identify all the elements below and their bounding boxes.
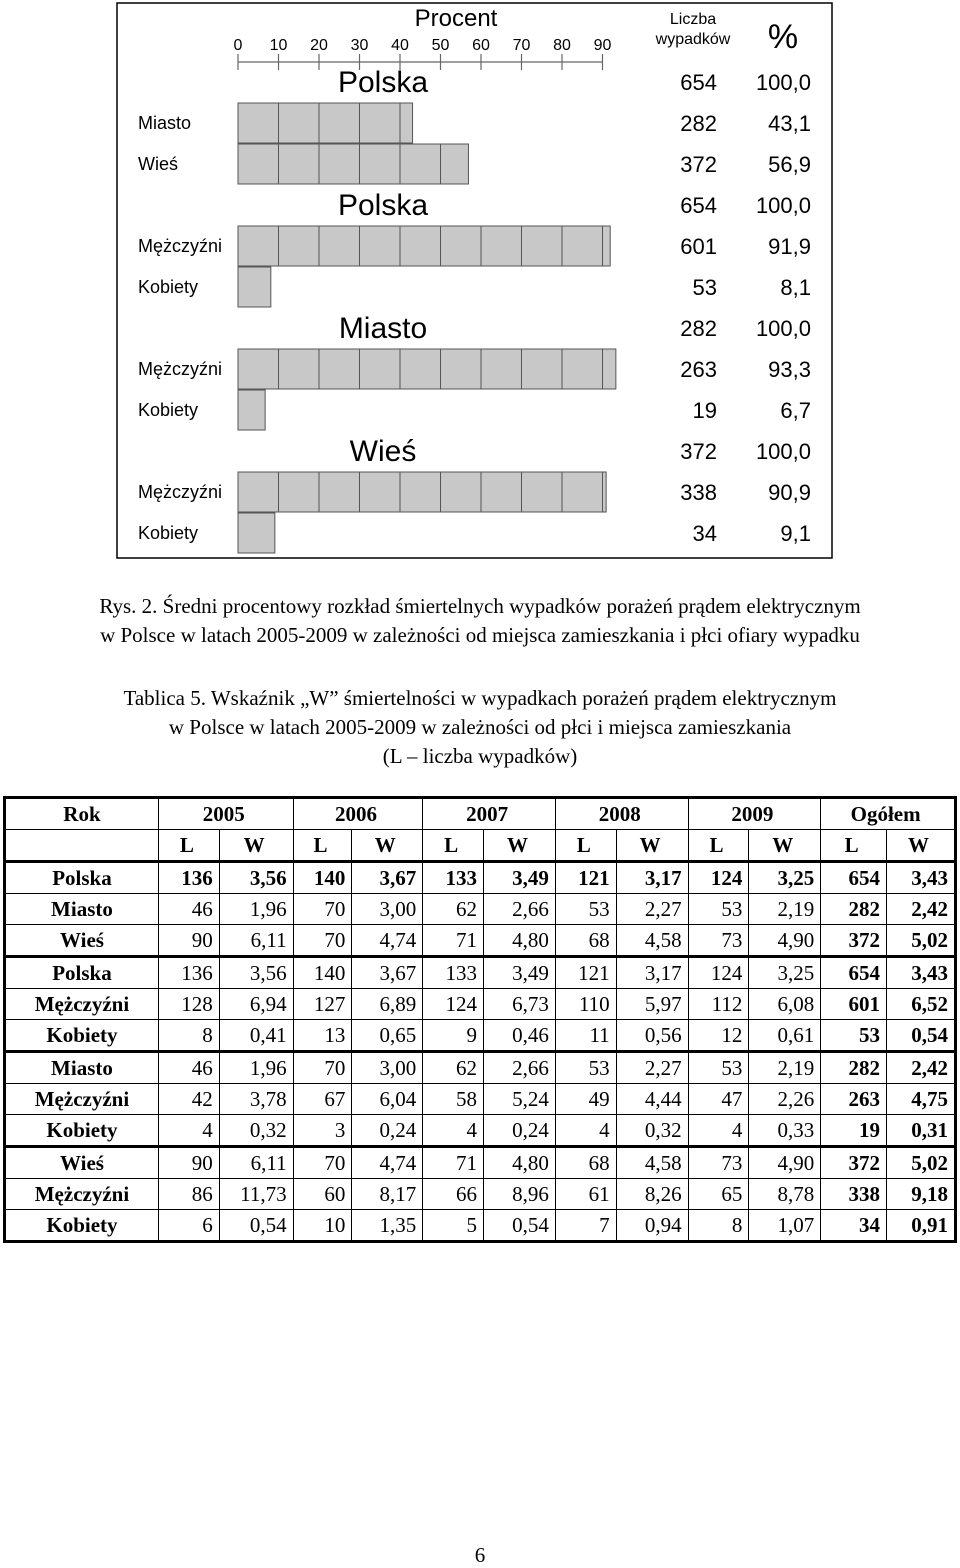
table-cell: 6,52 xyxy=(887,989,956,1020)
row-count: 282 xyxy=(680,111,717,136)
table-cell: 0,65 xyxy=(352,1020,423,1052)
group-percent: 100,0 xyxy=(755,316,811,341)
table-cell: 5,02 xyxy=(887,925,956,957)
header-sub: W xyxy=(484,830,556,862)
table-cell: 73 xyxy=(688,925,749,957)
table-cell: 8,78 xyxy=(749,1179,821,1210)
header-sub: W xyxy=(219,830,293,862)
group-title: Polska xyxy=(337,189,429,222)
row-label: Kobiety xyxy=(5,1210,159,1242)
header-sub: L xyxy=(423,830,484,862)
table-cell: 0,32 xyxy=(616,1115,688,1147)
table-cell: 3,00 xyxy=(352,1052,423,1084)
table-cell: 47 xyxy=(688,1084,749,1115)
table-cell: 53 xyxy=(688,1052,749,1084)
page-number: 6 xyxy=(474,1543,486,1567)
table-cell: 3,25 xyxy=(749,957,821,989)
x-tick-label: 70 xyxy=(512,37,531,54)
table-cell: 263 xyxy=(821,1084,887,1115)
header-sub: W xyxy=(352,830,423,862)
table-cell: 0,31 xyxy=(887,1115,956,1147)
table-row xyxy=(5,957,956,989)
table-title-line-2: w Polsce w latach 2005-2009 w zależności od płci i miejsca zamieszkania xyxy=(168,715,792,739)
row-label: Miasto xyxy=(5,894,159,925)
table-row xyxy=(5,925,956,957)
bar-segment xyxy=(400,144,441,184)
table-cell: 6,04 xyxy=(352,1084,423,1115)
table-cell: 140 xyxy=(293,957,352,989)
table-cell: 4,58 xyxy=(616,925,688,957)
table-cell: 4,80 xyxy=(484,925,556,957)
row-label: Kobiety xyxy=(5,1020,159,1052)
table-cell: 86 xyxy=(158,1179,219,1210)
table-cell: 0,24 xyxy=(484,1115,556,1147)
table-cell: 2,66 xyxy=(484,1052,556,1084)
table-row xyxy=(5,1115,956,1147)
table-cell: 6,94 xyxy=(219,989,293,1020)
table-cell: 2,19 xyxy=(749,1052,821,1084)
header-year: 2005 xyxy=(158,798,293,830)
table-cell: 0,54 xyxy=(219,1210,293,1242)
row-label: Wieś xyxy=(5,1147,159,1179)
table-cell: 9 xyxy=(423,1020,484,1052)
bar-segment xyxy=(360,226,401,266)
table-cell: 4,74 xyxy=(352,1147,423,1179)
table-cell: 3,17 xyxy=(616,957,688,989)
table-cell: 6,89 xyxy=(352,989,423,1020)
bar-segment xyxy=(238,226,279,266)
row-label: Wieś xyxy=(138,154,178,174)
bar-segment xyxy=(360,349,401,389)
bar-segment xyxy=(441,349,482,389)
table-cell: 372 xyxy=(821,925,887,957)
table-cell: 5 xyxy=(423,1210,484,1242)
x-tick-label: 40 xyxy=(391,37,409,54)
table-cell: 338 xyxy=(821,1179,887,1210)
row-percent: 91,9 xyxy=(768,234,811,259)
table-cell: 133 xyxy=(423,957,484,989)
row-count: 601 xyxy=(680,234,717,259)
table-cell: 2,26 xyxy=(749,1084,821,1115)
bar-segment xyxy=(238,144,279,184)
bar-segment xyxy=(562,349,603,389)
percent-header: % xyxy=(767,18,799,56)
group-count: 654 xyxy=(680,193,717,218)
group-title: Miasto xyxy=(338,312,428,345)
table-cell: 11 xyxy=(555,1020,616,1052)
bar-segment xyxy=(279,226,320,266)
caption-line-2: w Polsce w latach 2005-2009 w zależności od miejsca zamieszkania i płci ofiary wypadku xyxy=(100,623,860,647)
table-cell: 5,24 xyxy=(484,1084,556,1115)
table-cell: 58 xyxy=(423,1084,484,1115)
bar-segment xyxy=(562,472,603,512)
table-cell: 4,44 xyxy=(616,1084,688,1115)
table-cell: 62 xyxy=(423,1052,484,1084)
bar-segment xyxy=(441,472,482,512)
table-cell: 53 xyxy=(821,1020,887,1052)
table-cell: 71 xyxy=(423,1147,484,1179)
row-percent: 56,9 xyxy=(768,152,811,177)
table-cell: 2,27 xyxy=(616,1052,688,1084)
table-cell: 53 xyxy=(555,1052,616,1084)
bar-segment xyxy=(400,103,413,143)
group-title: Wieś xyxy=(349,435,417,468)
header-empty xyxy=(5,830,159,862)
table-cell: 654 xyxy=(821,957,887,989)
row-label: Mężczyźni xyxy=(5,1084,159,1115)
table-cell: 112 xyxy=(688,989,749,1020)
table-cell: 8,17 xyxy=(352,1179,423,1210)
table-cell: 46 xyxy=(158,1052,219,1084)
row-label: Mężczyźni xyxy=(138,482,223,502)
table-cell: 140 xyxy=(293,862,352,894)
header-sub: L xyxy=(158,830,219,862)
row-label: Polska xyxy=(5,862,159,894)
bar-segment xyxy=(481,349,522,389)
table-cell: 7 xyxy=(555,1210,616,1242)
data-table xyxy=(3,796,957,1243)
table-cell: 2,42 xyxy=(887,894,956,925)
table-cell: 8 xyxy=(158,1020,219,1052)
bar-segment xyxy=(441,226,482,266)
table-cell: 5,02 xyxy=(887,1147,956,1179)
table-cell: 1,96 xyxy=(219,894,293,925)
row-count: 53 xyxy=(692,275,717,300)
table-cell: 66 xyxy=(423,1179,484,1210)
group-percent: 100,0 xyxy=(755,193,811,218)
table-cell: 6,11 xyxy=(219,925,293,957)
table-cell: 0,24 xyxy=(352,1115,423,1147)
header-sub: W xyxy=(887,830,956,862)
table-cell: 0,54 xyxy=(887,1020,956,1052)
header-year: 2009 xyxy=(688,798,821,830)
table-cell: 3,00 xyxy=(352,894,423,925)
bar-segment xyxy=(522,349,563,389)
table-cell: 0,54 xyxy=(484,1210,556,1242)
row-percent: 6,7 xyxy=(780,398,811,423)
row-count: 338 xyxy=(680,480,717,505)
table-row xyxy=(5,1210,956,1242)
table-cell: 8,26 xyxy=(616,1179,688,1210)
table-cell: 70 xyxy=(293,894,352,925)
table-cell: 121 xyxy=(555,862,616,894)
table-cell: 90 xyxy=(158,925,219,957)
table-row xyxy=(5,1052,956,1084)
table-cell: 60 xyxy=(293,1179,352,1210)
table-cell: 42 xyxy=(158,1084,219,1115)
row-percent: 8,1 xyxy=(780,275,811,300)
table-cell: 0,56 xyxy=(616,1020,688,1052)
table-cell: 3,78 xyxy=(219,1084,293,1115)
table-cell: 3,43 xyxy=(887,957,956,989)
table-cell: 53 xyxy=(555,894,616,925)
bar-segment xyxy=(603,226,611,266)
table-cell: 4 xyxy=(555,1115,616,1147)
bar-segment xyxy=(319,472,360,512)
table-cell: 1,07 xyxy=(749,1210,821,1242)
table-cell: 0,91 xyxy=(887,1210,956,1242)
group-title: Polska xyxy=(337,66,429,99)
table-cell: 67 xyxy=(293,1084,352,1115)
table-cell: 124 xyxy=(423,989,484,1020)
table-cell: 53 xyxy=(688,894,749,925)
bar-chart-figure xyxy=(0,0,960,570)
bar-segment xyxy=(603,472,607,512)
table-title-line-1: Tablica 5. Wskaźnik „W” śmiertelności w wypadkach porażeń prądem elektrycznym xyxy=(123,686,837,710)
table-cell: 62 xyxy=(423,894,484,925)
table-cell: 70 xyxy=(293,1052,352,1084)
table-cell: 6,08 xyxy=(749,989,821,1020)
table-cell: 71 xyxy=(423,925,484,957)
table-cell: 127 xyxy=(293,989,352,1020)
caption-line-1: Rys. 2. Średni procentowy rozkład śmiertelnych wypadków porażeń prądem elektrycznym xyxy=(99,594,861,618)
table-cell: 133 xyxy=(423,862,484,894)
table-cell: 282 xyxy=(821,894,887,925)
bar-segment xyxy=(522,472,563,512)
table-cell: 46 xyxy=(158,894,219,925)
x-tick-label: 80 xyxy=(553,37,571,54)
table-cell: 124 xyxy=(688,862,749,894)
table-header-sub xyxy=(5,830,956,862)
table-row xyxy=(5,1179,956,1210)
row-count: 263 xyxy=(680,357,717,382)
table-cell: 4 xyxy=(423,1115,484,1147)
table-cell: 8 xyxy=(688,1210,749,1242)
table-cell: 6,11 xyxy=(219,1147,293,1179)
header-rok: Rok xyxy=(5,798,159,830)
table-title-line-3: (L – liczba wypadków) xyxy=(382,744,578,768)
table-cell: 3,49 xyxy=(484,957,556,989)
table-cell: 9,18 xyxy=(887,1179,956,1210)
header-sub: W xyxy=(616,830,688,862)
row-label: Polska xyxy=(5,957,159,989)
table-cell: 49 xyxy=(555,1084,616,1115)
table-cell: 13 xyxy=(293,1020,352,1052)
group-count: 654 xyxy=(680,70,717,95)
table-cell: 4 xyxy=(158,1115,219,1147)
table-cell: 3,56 xyxy=(219,862,293,894)
bar-segment xyxy=(481,226,522,266)
table-cell: 61 xyxy=(555,1179,616,1210)
row-percent: 43,1 xyxy=(768,111,811,136)
table-cell: 3,25 xyxy=(749,862,821,894)
bar-segment xyxy=(522,226,563,266)
figure-caption xyxy=(0,592,960,650)
bar-segment xyxy=(400,226,441,266)
x-tick-label: 30 xyxy=(350,37,369,54)
table-cell: 68 xyxy=(555,925,616,957)
table-cell: 6,73 xyxy=(484,989,556,1020)
table-cell: 4,58 xyxy=(616,1147,688,1179)
table-cell: 2,66 xyxy=(484,894,556,925)
x-tick-label: 10 xyxy=(269,37,288,54)
table-cell: 4,80 xyxy=(484,1147,556,1179)
x-tick-label: 20 xyxy=(310,37,328,54)
row-label: Kobiety xyxy=(138,400,199,420)
data-table-container xyxy=(3,796,957,1243)
bar-segment xyxy=(481,472,522,512)
row-label: Mężczyźni xyxy=(138,359,223,379)
table-cell: 65 xyxy=(688,1179,749,1210)
bar-segment xyxy=(238,267,271,307)
bar-segment xyxy=(441,144,469,184)
table-cell: 6 xyxy=(158,1210,219,1242)
bar-segment xyxy=(360,472,401,512)
bar-segment xyxy=(319,103,360,143)
table-row xyxy=(5,894,956,925)
table-cell: 601 xyxy=(821,989,887,1020)
table-cell: 70 xyxy=(293,1147,352,1179)
table-cell: 8,96 xyxy=(484,1179,556,1210)
table-row xyxy=(5,1020,956,1052)
x-tick-label: 0 xyxy=(233,37,243,54)
row-percent: 9,1 xyxy=(780,521,811,546)
table-cell: 0,32 xyxy=(219,1115,293,1147)
table-cell: 10 xyxy=(293,1210,352,1242)
table-cell: 3,43 xyxy=(887,862,956,894)
table-cell: 4,74 xyxy=(352,925,423,957)
bar-segment xyxy=(279,144,320,184)
table-cell: 12 xyxy=(688,1020,749,1052)
table-cell: 4 xyxy=(688,1115,749,1147)
table-cell: 11,73 xyxy=(219,1179,293,1210)
bar-segment xyxy=(400,349,441,389)
row-label: Wieś xyxy=(5,925,159,957)
row-label: Kobiety xyxy=(5,1115,159,1147)
table-cell: 68 xyxy=(555,1147,616,1179)
x-tick-label: 90 xyxy=(593,37,612,54)
table-cell: 34 xyxy=(821,1210,887,1242)
row-percent: 90,9 xyxy=(768,480,811,505)
row-count: 34 xyxy=(692,521,717,546)
table-cell: 90 xyxy=(158,1147,219,1179)
bar-segment xyxy=(360,103,401,143)
row-label: Kobiety xyxy=(138,523,199,543)
table-cell: 3,67 xyxy=(352,862,423,894)
table-cell: 3,17 xyxy=(616,862,688,894)
table-cell: 70 xyxy=(293,925,352,957)
row-label: Mężczyźni xyxy=(138,236,223,256)
table-row xyxy=(5,1147,956,1179)
table-cell: 4,90 xyxy=(749,1147,821,1179)
count-header: Liczba wypadków xyxy=(655,11,731,48)
header-sub: L xyxy=(688,830,749,862)
table-cell: 0,61 xyxy=(749,1020,821,1052)
table-cell: 654 xyxy=(821,862,887,894)
table-cell: 5,97 xyxy=(616,989,688,1020)
table-cell: 124 xyxy=(688,957,749,989)
table-cell: 136 xyxy=(158,957,219,989)
table-cell: 4,75 xyxy=(887,1084,956,1115)
bar-segment xyxy=(279,349,320,389)
table-cell: 0,33 xyxy=(749,1115,821,1147)
chart-title: Procent xyxy=(414,5,498,32)
table-cell: 2,27 xyxy=(616,894,688,925)
bar-segment xyxy=(279,472,320,512)
bar-segment xyxy=(238,390,265,430)
table-cell: 2,42 xyxy=(887,1052,956,1084)
table-cell: 121 xyxy=(555,957,616,989)
bar-segment xyxy=(319,349,360,389)
row-percent: 93,3 xyxy=(768,357,811,382)
table-header-years xyxy=(5,798,956,830)
table-cell: 3,67 xyxy=(352,957,423,989)
table-cell: 73 xyxy=(688,1147,749,1179)
table-cell: 3,56 xyxy=(219,957,293,989)
group-percent: 100,0 xyxy=(755,439,811,464)
bar-segment xyxy=(319,144,360,184)
table-cell: 0,46 xyxy=(484,1020,556,1052)
table-title xyxy=(0,684,960,771)
group-count: 372 xyxy=(680,439,717,464)
header-year: 2006 xyxy=(293,798,423,830)
table-cell: 1,35 xyxy=(352,1210,423,1242)
table-cell: 2,19 xyxy=(749,894,821,925)
bar-segment xyxy=(360,144,401,184)
header-total: Ogółem xyxy=(821,798,956,830)
row-label: Kobiety xyxy=(138,277,199,297)
x-tick-label: 50 xyxy=(431,37,450,54)
row-label: Miasto xyxy=(138,113,192,133)
table-row xyxy=(5,1084,956,1115)
group-percent: 100,0 xyxy=(755,70,811,95)
bar-segment xyxy=(562,226,603,266)
table-cell: 282 xyxy=(821,1052,887,1084)
table-cell: 1,96 xyxy=(219,1052,293,1084)
bar-segment xyxy=(238,349,279,389)
header-year: 2008 xyxy=(555,798,688,830)
table-cell: 136 xyxy=(158,862,219,894)
header-sub: W xyxy=(749,830,821,862)
header-sub: L xyxy=(293,830,352,862)
row-label: Mężczyźni xyxy=(5,1179,159,1210)
bar-segment xyxy=(603,349,616,389)
bar-segment xyxy=(400,472,441,512)
table-cell: 0,41 xyxy=(219,1020,293,1052)
table-cell: 0,94 xyxy=(616,1210,688,1242)
table-row xyxy=(5,989,956,1020)
header-sub: L xyxy=(555,830,616,862)
row-count: 19 xyxy=(692,398,717,423)
table-cell: 4,90 xyxy=(749,925,821,957)
header-year: 2007 xyxy=(423,798,556,830)
bar-segment xyxy=(238,513,275,553)
header-sub: L xyxy=(821,830,887,862)
chart-svg xyxy=(0,0,960,570)
table-cell: 3,49 xyxy=(484,862,556,894)
bar-segment xyxy=(279,103,320,143)
row-label: Miasto xyxy=(5,1052,159,1084)
table-cell: 19 xyxy=(821,1115,887,1147)
bar-segment xyxy=(319,226,360,266)
table-cell: 110 xyxy=(555,989,616,1020)
x-tick-label: 60 xyxy=(472,37,490,54)
table-row xyxy=(5,862,956,894)
table-cell: 128 xyxy=(158,989,219,1020)
row-count: 372 xyxy=(680,152,717,177)
bar-segment xyxy=(238,103,279,143)
group-count: 282 xyxy=(680,316,717,341)
bar-segment xyxy=(238,472,279,512)
table-cell: 3 xyxy=(293,1115,352,1147)
row-label: Mężczyźni xyxy=(5,989,159,1020)
table-cell: 372 xyxy=(821,1147,887,1179)
